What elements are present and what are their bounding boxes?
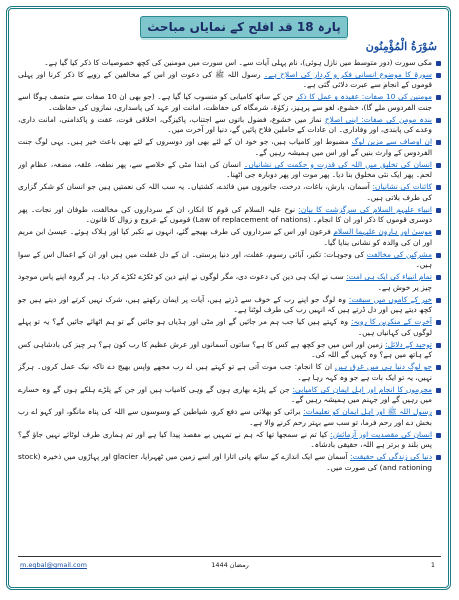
- paragraph-heading: موسیٰ اور ہارون علیہما السلام: [333, 227, 432, 237]
- paragraph-heading: تمام انبیاء کی ایک ہی امت:: [346, 272, 432, 282]
- paragraph-text: نماز میں خشوع، فضول باتوں سے اجتناب، پاکیزگی، اخلاقی قوت، عفت و پاکدامنی، امانت داری، وعدے کی پابندی، اور وفاداری۔ ان عادات کے حاملین فلاح پائیں گے، دنیا اور آخرت میں۔: [18, 114, 432, 135]
- page-title: پارہ 18 قد افلح کے نمایاں مباحث: [140, 16, 348, 38]
- paragraph-heading: مومنین کی 10 صفات: عقیدہ و عمل کا ذکر: [295, 92, 433, 102]
- paragraph-text: جن کے ساتھ کامیابی کو منسوب کیا گیا ہے۔ (جو بھی ان 10 صفات سے متصف ہوگا اسے جنت الفردوس ملے گا)، خشوع، لغو سے پرہیز، زکوٰۃ، شرمگاہ کی حفاظت، امانت اور عہد کی پاسداری، نمازوں کی حفاظت۔: [18, 92, 432, 112]
- footer-divider: [18, 556, 441, 557]
- paragraph: [18, 92, 441, 113]
- paragraph-heading: سورۃ کا موضوع انسانی فکر و کردار کی اصلاح ہے۔: [263, 69, 433, 79]
- bullet-icon: [436, 410, 441, 415]
- bullet-icon: [436, 298, 441, 303]
- paragraph-text: آسمان سے ایک اندازے کے ساتھ پانی اتارا اور اسے زمین میں ٹھہرایا، glacier اور پہاڑوں میں ذخیرہ (stock and rationing) کی صورت میں۔: [18, 452, 432, 472]
- paragraph-text: آسمان، بارش، باغات، درخت، جانوروں میں فائدے، کشتیاں۔ یہ سب اللہ کی نعمتیں ہیں جو انسان کو شکر گزاری کی طرف بلاتی ہیں۔: [18, 182, 432, 202]
- paragraph-heading: جو لوگ دنیا ہی میں غرق ہیں: [335, 362, 432, 372]
- paragraph-text: انسان کی ابتدا مٹی کے خلاصے سے، پھر نطفہ، علقہ، مضغہ، عظام اور لحم۔ پھر ایک نئی مخلوق بنا دیا۔ پھر موت اور پھر دوبارہ جی اٹھنا۔: [18, 159, 432, 180]
- paragraph: [18, 317, 441, 338]
- paragraph-text: نوح علیہ السلام کی قوم کا انکار، ان کے سرداروں کی مخالفت، طوفان اور نجات۔ پھر دوسری قوموں کا ذکر اور ان کا انجام۔ (Law of replacement of nations) قوموں کے عروج و زوال کا قانون۔: [18, 204, 432, 225]
- paragraph-heading: انبیاء علیہم السلام کی سرگزشت کا بیان:: [298, 204, 432, 214]
- bullet-icon: [436, 73, 441, 78]
- bullet-icon: [436, 61, 441, 66]
- paragraph: [18, 182, 441, 203]
- bullet-icon: [436, 208, 441, 213]
- paragraph: [18, 160, 441, 181]
- bullet-icon: [436, 388, 441, 393]
- bullet-icon: [436, 253, 441, 258]
- bullet-icon: [436, 343, 441, 348]
- bullet-icon: [436, 275, 441, 280]
- paragraph: [18, 385, 441, 406]
- paragraph: [18, 362, 441, 383]
- paragraph: [18, 205, 441, 226]
- page-number: 1: [430, 561, 435, 569]
- paragraph-text: وہ کہتے ہیں کیا جب ہم مر جائیں گے اور مٹی اور ہڈیاں ہو جائیں گے تو ہم اٹھائے جائیں گے؟ یہ تو پہلے لوگوں کی کہانیاں ہیں۔: [18, 317, 432, 337]
- bullet-icon: [436, 230, 441, 235]
- paragraph: [18, 58, 441, 69]
- bullet-icon: [436, 455, 441, 460]
- paragraph: [18, 250, 441, 271]
- bullet-icon: [436, 95, 441, 100]
- paragraph-text: سب نے ایک ہی دین کی دعوت دی، مگر لوگوں نے اپنے دین کو ٹکڑے ٹکڑے کر دیا۔ ہر گروہ اپنے پاس موجود چیز پر خوش ہے۔: [18, 272, 432, 292]
- paragraph-text: فرعون اور اس کے سرداروں کی طرف بھیجے گئے، انہوں نے تکبر کیا اور ہلاک ہوئے۔ عیسیٰ ابن مریم اور ان کی والدہ کو نشانی بنایا گیا۔: [18, 227, 432, 247]
- paragraph-heading: بندہ مومن کی صفات: اپنی اصلاح: [324, 114, 432, 124]
- paragraph-text: زمین اور اس میں جو کچھ ہے کس کا ہے؟ ساتوں آسمانوں اور عرش عظیم کا رب کون ہے؟ ہر چیز کی بادشاہی کس کے ہاتھ میں ہے؟ وہ کہیں گے اللہ کی۔: [18, 339, 432, 360]
- paragraph-heading: کائنات کی نشانیاں:: [372, 182, 432, 192]
- paragraph-text: کیا تم نے سمجھا تھا کہ ہم نے تمہیں بے مقصد پیدا کیا ہے اور تم ہماری طرف لوٹائے نہیں جاؤ گے؟ پس بلند و برتر ہے اللہ، حقیقی بادشاہ۔: [18, 429, 432, 450]
- paragraph-text: رسول اللہ ﷺ کی دعوت اور اس کے مخالفین کے رویے کا ذکر کرنا اور پہلی قوموں کے انجام سے عبرت دلائی گئی ہے۔: [18, 69, 432, 90]
- paragraph-text: جن کے پلڑے بھاری ہوں گے وہی کامیاب ہیں اور جن کے پلڑے ہلکے ہوں گے وہ خسارے میں رہیں گے اور جہنم میں ہمیشہ رہیں گے۔: [18, 384, 432, 405]
- paragraph-text: مضبوط اور کامیاب ہیں، جو خود ان کے لئے بھی اور دوسروں کے لئے بھی باعث خیر ہیں۔ یہی لوگ جنت الفردوس کے وارث بنیں گے اور اس میں ہمیشہ رہیں گے۔: [18, 137, 432, 157]
- paragraph: [18, 70, 441, 91]
- paragraph: [18, 340, 441, 361]
- paragraph: [18, 137, 441, 158]
- bullet-icon: [436, 433, 441, 438]
- paragraph-text: برائی کو بھلائی سے دفع کرو، شیاطین کے وسوسوں سے اللہ کی پناہ مانگو، اور کہو اے رب بخش دے اور رحم فرما، تو سب سے بہتر رحم کرنے والا ہے۔: [18, 407, 432, 427]
- paragraph-heading: خیر کے کاموں میں سبقت:: [348, 294, 432, 304]
- bullet-icon: [436, 365, 441, 370]
- paragraph-heading: مشرکین کی مخالفت: [366, 249, 432, 259]
- surah-name: سُوْرَةُ الْمُؤْمِنُون: [365, 40, 437, 53]
- paragraph-text: کی وجوہات: تکبر، آبائی رسوم، غفلت، اور دنیا پرستی۔ ان کے دل غفلت میں ہیں اور ان کے اعمال اس کے سوا ہیں۔: [18, 249, 432, 270]
- paragraph: [18, 272, 441, 293]
- paragraph-text: ان کا انجام: جب موت آتی ہے تو کہتے ہیں اے رب مجھے واپس بھیج دے تاکہ نیک عمل کروں۔ ہرگز نہیں، یہ تو ایک بات ہے جو وہ کہہ رہا ہے۔: [18, 362, 432, 382]
- footer-date: رمضان 1444: [211, 561, 249, 569]
- paragraph-heading: انسان کی مقصدیت اور آزمائش:: [330, 429, 432, 439]
- bullet-icon: [436, 320, 441, 325]
- bullet-icon: [436, 185, 441, 190]
- bullet-icon: [436, 163, 441, 168]
- paragraph-heading: دنیا کی زندگی کی حقیقت:: [350, 452, 433, 462]
- paragraph: [18, 227, 441, 248]
- paragraph: [18, 295, 441, 316]
- paragraph: [18, 430, 441, 451]
- paragraph: [18, 407, 441, 428]
- paragraph-heading: مجرموں کا انجام اور اہل ایمان کی کامیابی:: [292, 384, 432, 394]
- paragraph: [18, 452, 441, 473]
- paragraph: [18, 115, 441, 136]
- paragraph-heading: رسول اللہ ﷺ اور اہل ایمان کو تعلیمات:: [303, 407, 432, 417]
- paragraph-heading: انسان کی تخلیق میں اللہ کی قدرت و حکمت کی نشانیاں۔: [244, 159, 432, 169]
- paragraph-heading: ان اوصاف سے مزین لوگ: [351, 137, 432, 147]
- bullet-icon: [436, 140, 441, 145]
- article-body: [18, 58, 441, 556]
- author-email: m.eqbal@gmail.com: [20, 561, 87, 569]
- paragraph-heading: توحید کے دلائل:: [385, 339, 432, 349]
- paragraph-heading: آخرت کے منکرین کا رویہ:: [350, 317, 432, 327]
- bullet-icon: [436, 118, 441, 123]
- paragraph-text: مکی سورت (دور متوسط میں نازل ہوئی)، نام پہلی آیات سے۔ اس سورت میں مومنین کی کچھ خصوصیات کا ذکر کیا گیا ہے۔: [44, 58, 432, 67]
- paragraph-text: وہ لوگ جو اپنے رب کے خوف سے ڈرتے ہیں، آیات پر ایمان رکھتے ہیں، شرک نہیں کرتے اور دیتے ہیں جو کچھ دیتے ہیں اور دل ڈرتے ہیں کہ انہیں رب کی طرف لوٹنا ہے۔: [18, 294, 432, 315]
